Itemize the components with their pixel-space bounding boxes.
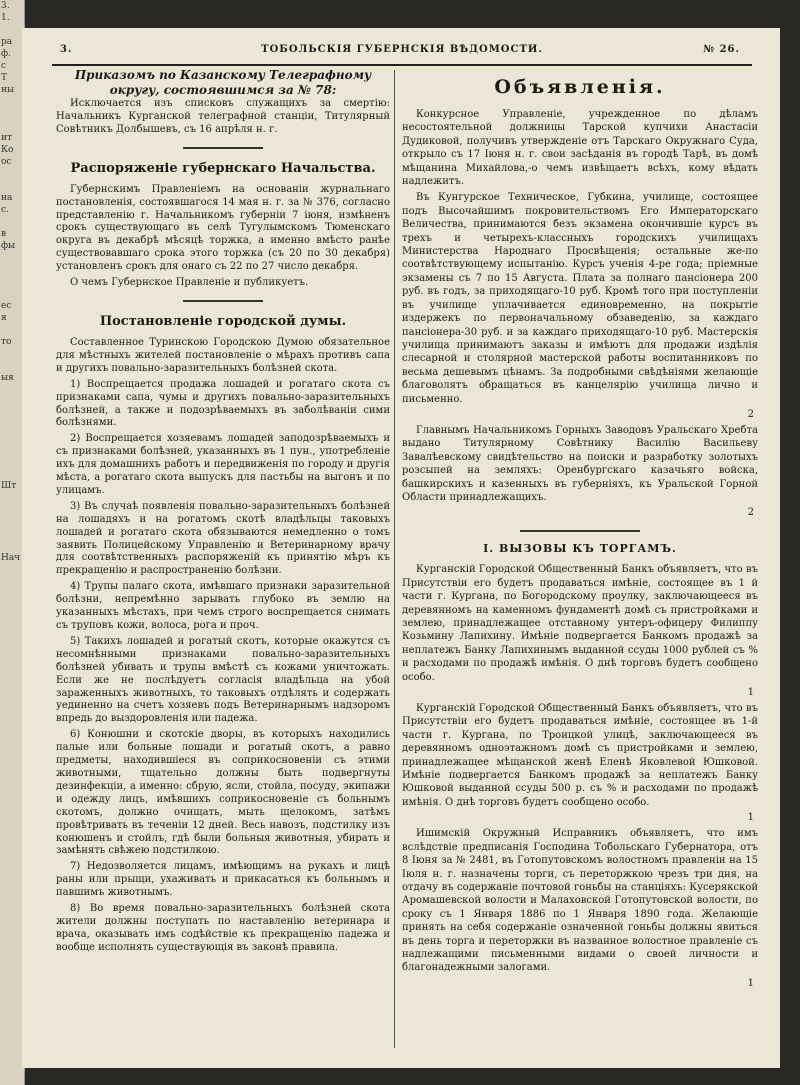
telegraph-order-text: Исключается изъ списковъ служащихъ за смертію: Начальникъ Курганской телеграфной станціи, Титулярный Совѣтникъ Долбышевъ, съ 16 апрѣля н. г.: [56, 98, 390, 135]
column-divider: [394, 70, 395, 1048]
margin-fragment: [0, 360, 24, 372]
margin-fragment: [0, 516, 24, 528]
margin-fragment: ыя: [1, 373, 14, 383]
duma-clause: 3) Въ случаѣ появленія повально-заразительныхъ болѣзней на лошадяхъ и на рогатомъ скотѣ владѣльцы таковыхъ лошадей и рогатаго скота обязываются немедленно о томъ заявить Полицейскому Управленію и Ветеринарному врачу для соотвѣтственныхъ распоряженій къ принятію мѣръ къ прекращенію и распространенію болѣзни.: [56, 500, 390, 577]
margin-fragment: ит: [1, 133, 12, 143]
duma-clause: 2) Воспрещается хозяевамъ лошадей заподозрѣваемыхъ и съ признаками болѣзней, указанныхъ въ 1 пун., употребленіе ихъ для домашнихъ работъ и передвиженія по городу и другія мѣста, а рогатаго скота выпускъ для пастьбы на выгонъ и по улицамъ.: [56, 433, 390, 496]
margin-fragment: [0, 636, 24, 648]
announcement: Въ Кунгурское Техническое, Губкина, училище, состоящее подъ Высочайшимъ покровительствомъ Его Императорскаго Величества, принимаются безъ экзамена окончившіе курсъ въ трехъ и четырехъ-классныхъ городскихъ училищахъ Министерства Народнаго Просвѣщенія; остальные же-по соотвѣтствующему испытанію. Курсъ ученія 4-ре года; пріемные экзамены съ 7 по 15 Августа. Плата за полнаго пансіонера 200 руб. въ годъ, за приходящаго-10 руб. Кромѣ того при поступленіи въ училище уплачивается единовременно, на покрытіе издержекъ по первоначальному обзаведенію, за каждаго пансіонера-30 руб. и за каждаго приходящаго-10 руб. Мастерскія училища принимаютъ заказы и имѣютъ для продажи издѣлія слесарной и столярной мастерской работы воспитанниковъ по весьма дешевымъ цѣнамъ. За подробными свѣдѣніями желающіе благоволятъ обращаться въ канцелярію училища лично и письменно.: [402, 192, 758, 405]
newspaper-page: [22, 28, 780, 1068]
margin-fragment: [0, 444, 24, 456]
divider: [520, 530, 640, 532]
duma-clause: 6) Конюшни и скотскіе дворы, въ которыхъ находились палые или больные лошади и рогатый скотъ, а равно предметы, находившіеся въ соприкосновеніи съ этими животными, тщательно должны быть подвергнуты дезинфекціи, а именно: сбрую, ясли, стойла, посуду, экипажи и одежду лицъ, имѣвшихъ соприкосновеніе съ больнымъ скотомъ, должно очищать, мыть щелокомъ, затѣмъ провѣтривать въ теченіи 12 дней. Весь навозъ, подстилку изъ конюшенъ и стойлъ, гдѣ были больныя животныя, убирать и замѣнять свѣжею подстилкою.: [56, 729, 390, 857]
divider: [183, 147, 263, 149]
margin-fragment: [0, 528, 24, 540]
margin-fragment: [0, 348, 24, 360]
margin-fragment: [0, 540, 24, 552]
margin-fragment: [0, 588, 24, 600]
margin-fragment: фы: [1, 241, 16, 251]
newspaper-title: ТОБОЛЬСКІЯ ГУБЕРНСКІЯ ВѢДОМОСТИ.: [261, 44, 543, 55]
insertion-count: 2: [747, 507, 754, 519]
margin-fragment: с: [1, 61, 7, 71]
margin-fragment: [0, 264, 24, 276]
announcement: Главнымъ Начальникомъ Горныхъ Заводовъ Уральскаго Хребта выдано Титулярному Совѣтнику Василію Васильеву Завалѣевскому свидѣтельство на поиски и разработку золотыхъ розсыпей на земляхъ: Оренбургскаго казачьяго войска, башкирскихъ и казенныхъ въ губерніяхъ, къ Уральской Горной Области принадлежащихъ.: [402, 424, 758, 503]
margin-fragment: Ко: [1, 145, 14, 155]
margin-fragment: [0, 600, 24, 612]
auction-notice: Курганскій Городской Общественный Банкъ объявляетъ, что въ Присутствіи его будетъ продаваться имѣніе, состоящее въ 1 й части г. Кургана, по Богородскому проулку, заключающееся въ деревянномъ на каменномъ фундаментѣ домѣ съ пристройками и землею, принадлежащее отставному унтеръ-офицеру Филиппу Козьмину Лапихину. Имѣніе подвергается Банкомъ продажѣ за неплатежъ Банку Лапихинымъ выданной ссуды 1000 рублей съ % и расходами по продажѣ имѣнія. О днѣ торговъ будетъ сообщено особо.: [402, 564, 758, 683]
margin-fragment: [0, 324, 24, 336]
margin-fragment: [0, 576, 24, 588]
margin-fragment: то: [1, 337, 12, 347]
margin-fragment: на: [1, 193, 13, 203]
issue-number: № 26.: [703, 44, 740, 55]
margin-fragment: 3.: [1, 1, 10, 11]
margin-fragment: в: [1, 229, 7, 239]
margin-fragment: [0, 180, 24, 192]
margin-fragment: [0, 216, 24, 228]
margin-fragment: [0, 624, 24, 636]
duma-clause: 1) Воспрещается продажа лошадей и рогатаго скота съ признаками сапа, чумы и другихъ повально-заразительныхъ болѣзней, а также и подозрѣваемыхъ въ заболѣваніи сими болѣзнями.: [56, 378, 390, 429]
margin-fragment: [0, 504, 24, 516]
gov-order-paragraph: Губернскимъ Правленіемъ на основаніи журнальнаго постановленія, состоявшагося 14 мая н. г. за № 376, согласно представленію г. Начальникомъ губерніи 7 іюня, измѣненъ срокъ существующаго въ селѣ Тугулымскомъ Тюменскаго округа въ декабрѣ мѣсяцѣ торжка, а именно вмѣсто ранѣе существовавшаго срока этого торжка (съ 20 по 30 декабря) установленъ срокъ для онаго съ 22 по 27 число декабря.: [56, 183, 390, 273]
margin-fragment: [0, 384, 24, 396]
duma-clause: 8) Во время повально-заразительныхъ болѣзней скота жители должны поступать по наставленію ветеринара и врача, оказывать имъ содѣйствіе къ прекращенію падежа и вообще исполнять существующія въ законѣ правила.: [56, 903, 390, 953]
margin-fragment: [0, 288, 24, 300]
auction-notice: Ишимскій Окружный Исправникъ объявляетъ, что имъ вслѣдствіе предписанія Господина Тобольскаго Губернатора, отъ 8 Іюня за № 2481, въ Готопутовскомъ волостномъ правленіи на 15 Іюля н. г. назначены торги, съ переторжкою чрезъ три дня, на отдачу въ содержаніе почтовой гоньбы на станціяхъ: Кусерякской Аромашевской волости и Малаховской Готопутовской волости, по сроку съ 1 Января 1886 по 1 Января 1890 года. Желающіе принять на себя содержаніе означенной гоньбы должны явиться въ день торга и переторжки въ названное волостное правленіе съ надлежащими письменными видами о своей личности и благонадежными залогами.: [402, 828, 758, 974]
margin-fragment: [0, 408, 24, 420]
duma-clause: 4) Трупы палаго скота, имѣвшаго признаки заразительной болѣзни, непремѣнно зарывать глубоко въ землю на указанныхъ мѣстахъ, при чемъ строго воспрещается снимать съ труповъ кожи, волоса, рога и проч.: [56, 581, 390, 631]
duma-clause: 7) Недозволяется лицамъ, имѣющимъ на рукахъ и лицѣ раны или прыщи, ухаживать и прикасаться къ больнымъ и павшимъ животнымъ.: [56, 861, 390, 899]
margin-fragment: [0, 492, 24, 504]
margin-fragment: Шт: [1, 481, 17, 491]
insertion-count: 1: [747, 977, 754, 989]
margin-fragment: ос: [1, 157, 12, 167]
margin-fragment: с.: [1, 205, 9, 215]
margin-fragment: 1.: [1, 13, 10, 23]
margin-fragment: [0, 168, 24, 180]
margin-fragment: Т: [1, 73, 8, 83]
margin-fragment: [0, 24, 24, 36]
margin-fragment: Нач: [1, 553, 21, 563]
margin-fragment: ес: [1, 301, 12, 311]
margin-fragment: я: [1, 313, 7, 323]
left-column: [56, 68, 390, 1056]
right-column: [402, 68, 758, 1056]
margin-fragment: [0, 420, 24, 432]
auction-notice: Курганскій Городской Общественный Банкъ объявляетъ, что въ Присутствіи его будетъ продаваться имѣніе, состоящее въ 1-й части г. Кургана, по Троицкой улицѣ, заключающееся въ деревянномъ одноэтажномъ домѣ съ пристройками и землею, принадлежащее мѣщанской женѣ Еленѣ Яковлевой Юшковой. Имѣніе подвергается Банкомъ продажѣ за неплатежъ Банку Юшковой выданной ссуды 500 р. съ % и расходами по продажѣ имѣнія. О днѣ торговъ будетъ сообщено особо.: [402, 703, 758, 808]
margin-fragment: [0, 612, 24, 624]
insertion-count: 2: [747, 408, 754, 420]
margin-fragment: [0, 96, 24, 108]
margin-fragment: [0, 276, 24, 288]
margin-fragment: ф.: [1, 49, 11, 59]
margin-fragment: [0, 396, 24, 408]
margin-fragment: [0, 252, 24, 264]
announcements-title: Объявленія.: [494, 76, 666, 98]
gov-order-title: Распоряженіе губернскаго Начальства.: [70, 160, 376, 176]
divider: [183, 300, 263, 302]
margin-fragment: [0, 456, 24, 468]
insertion-count: 1: [747, 687, 754, 699]
insertion-count: 1: [747, 812, 754, 824]
page-header: [52, 44, 752, 66]
margin-fragment: [0, 432, 24, 444]
margin-fragment: [0, 108, 24, 120]
duma-intro: Составленное Туринскою Городскою Думою обязательное для мѣстныхъ жителей постановленіе о мѣрахъ противъ сапа и другихъ повально-заразительныхъ болѣзней скота.: [56, 336, 390, 374]
margin-fragment: [0, 468, 24, 480]
gov-order-paragraph: О чемъ Губернское Правленіе и публикуетъ.: [70, 277, 309, 289]
margin-fragment: ра: [1, 37, 13, 47]
margin-fragment: ны: [1, 85, 15, 95]
margin-fragment: [0, 120, 24, 132]
announcement: Конкурсное Управленіе, учрежденное по дѣламъ несостоятельной должницы Тарской купчихи Анастасіи Дудиковой, получивъ утвержденіе отъ Тарскаго Окружнаго Суда, открыло съ 17 Іюня н. г. свои засѣданія въ городѣ Тарѣ, въ домѣ мѣщанина Михайлова,-о чемъ извѣщаетъ всѣхъ, кому вѣдать надлежитъ.: [402, 109, 758, 188]
duma-clause: 5) Такихъ лошадей и рогатый скотъ, которые окажутся съ несомнѣнными признаками повально-заразительныхъ болѣзней убивать и трупы вмѣстѣ съ кожами уничтожать. Если же не послѣдуетъ согласія владѣльца на убой зараженныхъ животныхъ, то таковыхъ отдѣлять и содержать уединенно на счетъ хозяевъ подъ Ветеринарнымъ надзоромъ впредь до выздоровленія или падежа.: [56, 635, 390, 725]
auctions-title: I. ВЫЗОВЫ КЪ ТОРГАМЪ.: [483, 542, 677, 556]
duma-title: Постановленіе городской думы.: [99, 313, 347, 329]
page-number: 3.: [60, 44, 73, 55]
margin-fragment: [0, 564, 24, 576]
telegraph-order-title: Приказомъ по Казанскому Телеграфному округу, состоявшимся за № 78:: [74, 68, 372, 97]
